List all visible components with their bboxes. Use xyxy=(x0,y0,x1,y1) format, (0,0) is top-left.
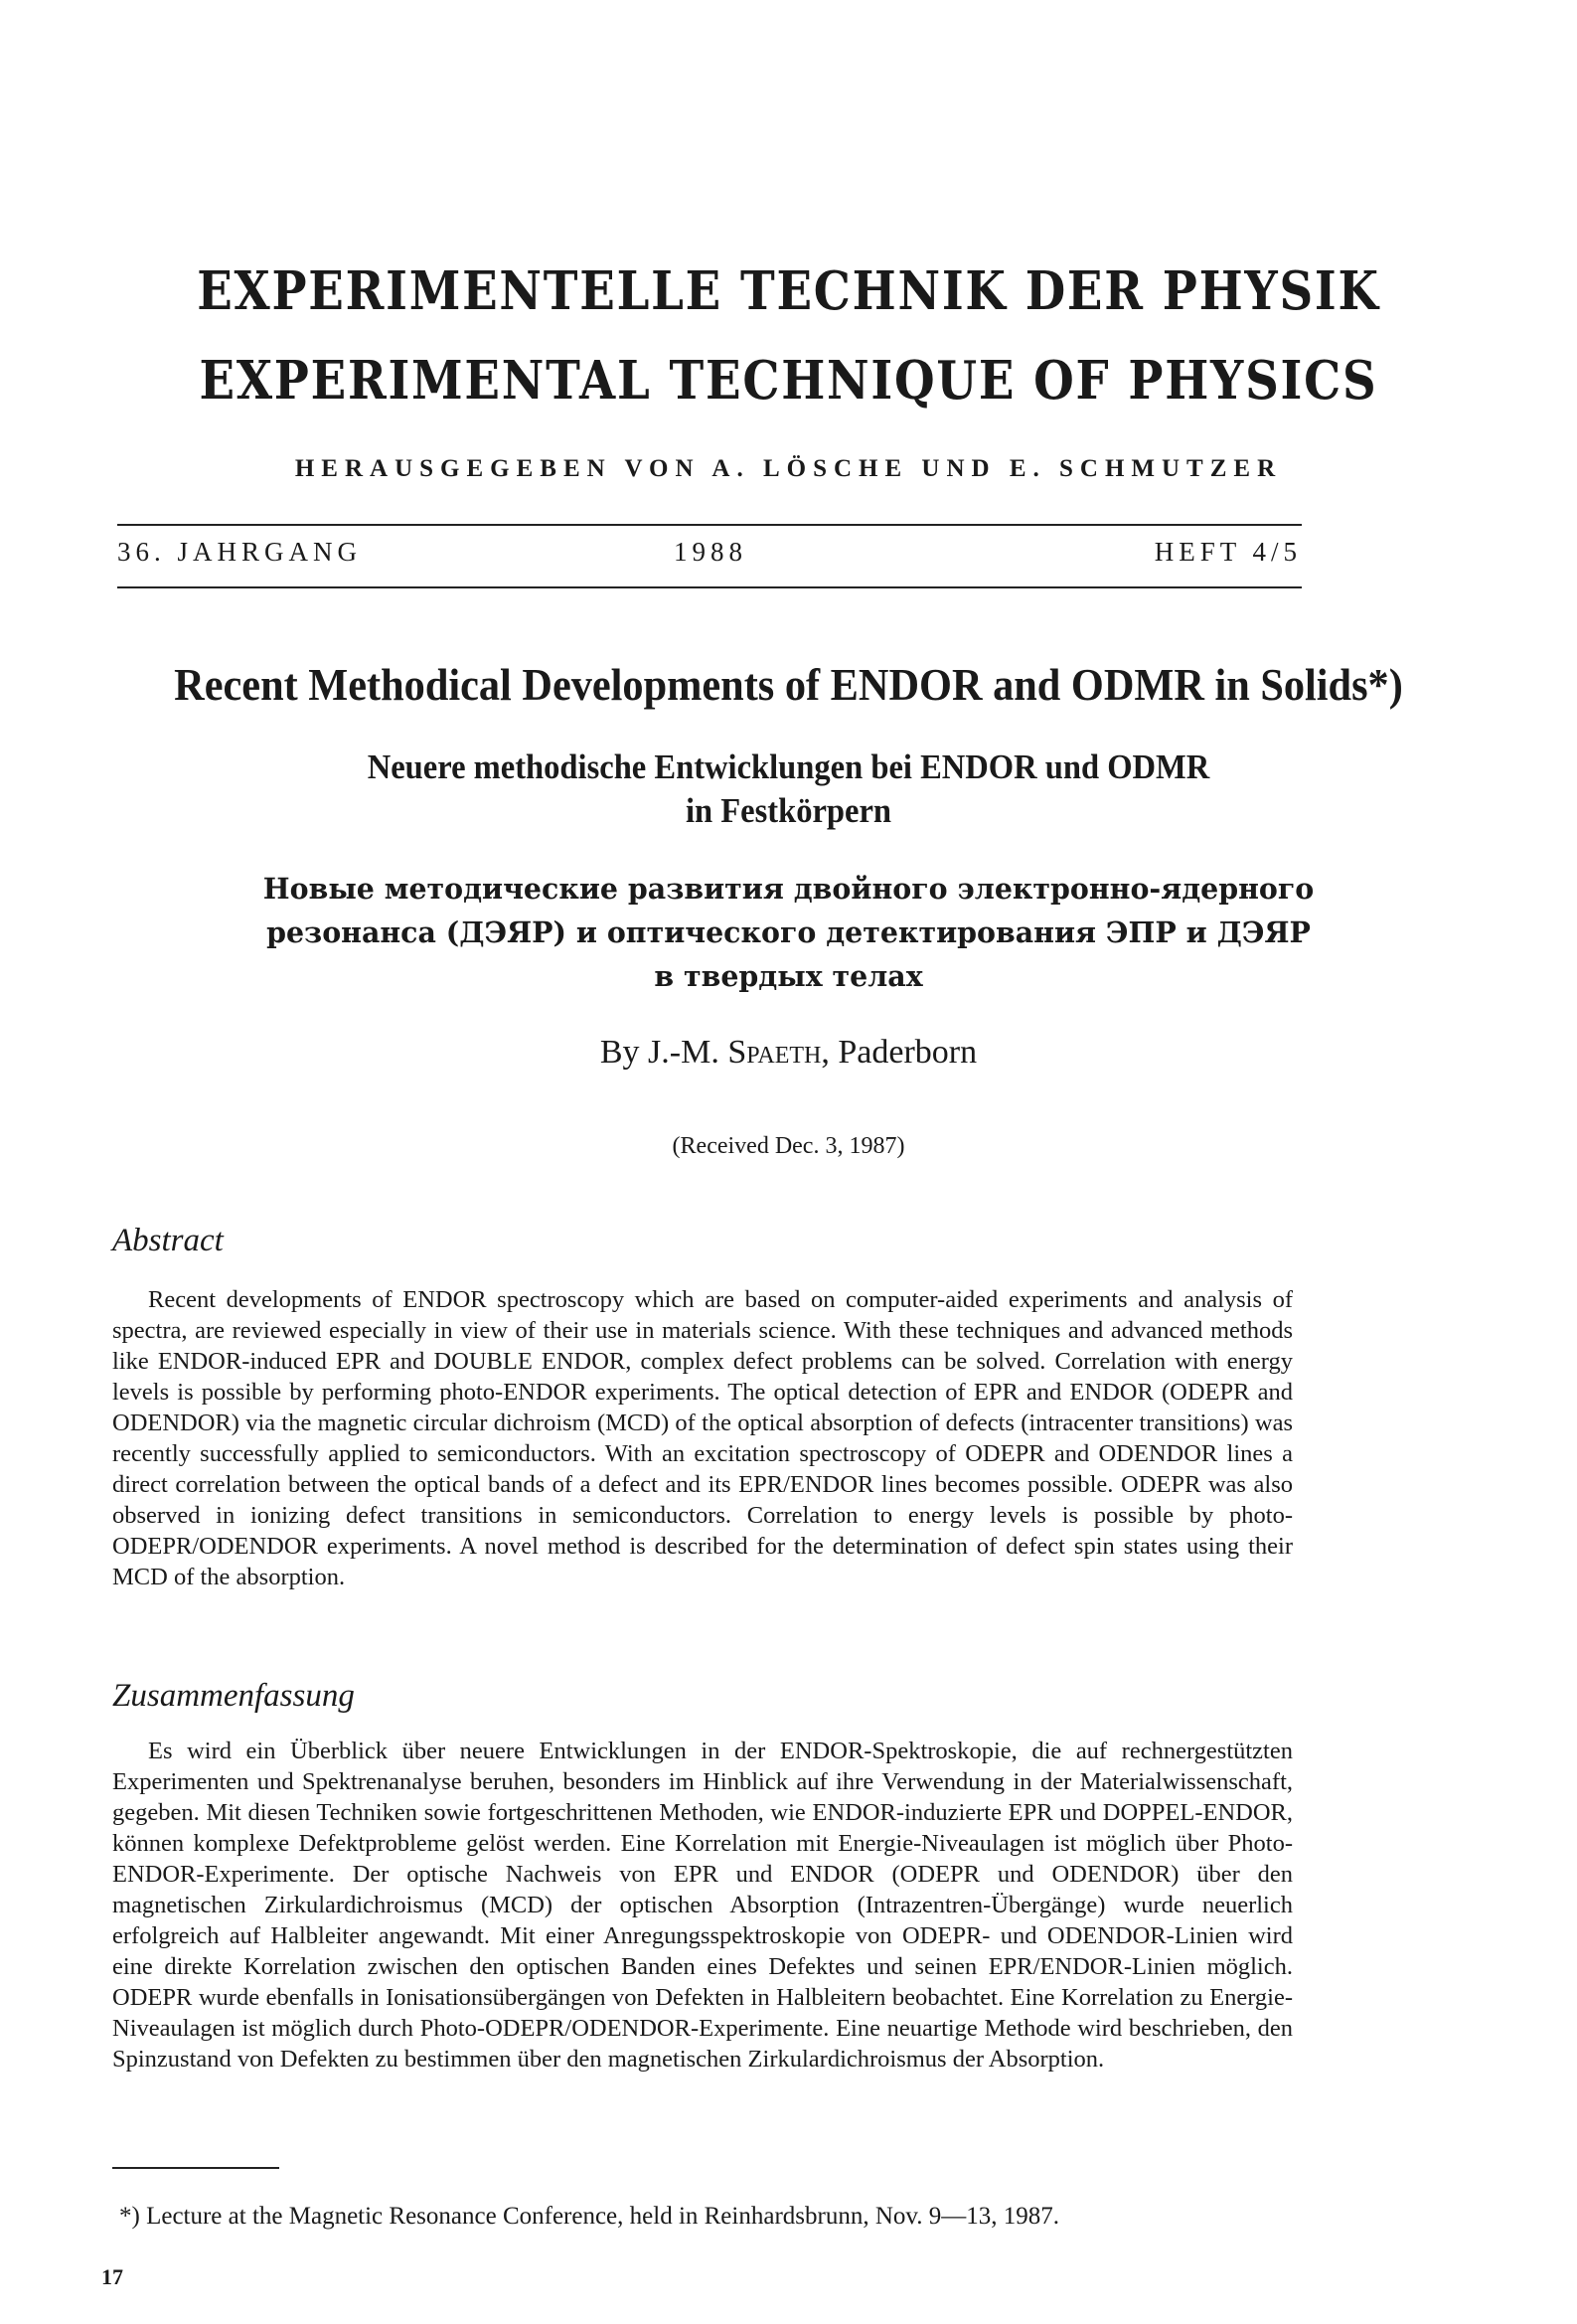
footnote-separator xyxy=(112,2167,279,2169)
footnote: *) Lecture at the Magnetic Resonance Conference, held in Reinhardsbrunn, Nov. 9—13, 1987. xyxy=(119,2203,1060,2230)
editors-line: HERAUSGEGEBEN VON A. LÖSCHE UND E. SCHMUTZER xyxy=(294,455,1283,482)
journal-title-english: EXPERIMENTAL TECHNIQUE OF PHYSICS xyxy=(199,350,1378,412)
zusammenfassung-text: Es wird ein Überblick über neuere Entwicklungen in der ENDOR-Spektroskopie, die auf rechnergestützten Experimenten und Spektrenanalyse beruhen, besonders im Hinblick auf ihre Verwendung in der Materialwissenschaft, gegeben. Mit diesen Techniken sowie fortgeschrittenen Methoden, wie ENDOR-induzierte EPR und DOPPEL-ENDOR, können komplexe Defektprobleme gelöst werden. Eine Korrelation mit Energie-Niveaulagen ist möglich über Photo-ENDOR-Experimente. Der optische Nachweis von EPR und ENDOR (ODEPR und ODENDOR) über den magnetischen Zirkulardichroismus (MCD) der optischen Absorption (Intrazentren-Übergänge) wurde neuerlich erfolgreich auf Halbleiter angewandt. Mit einer Anregungsspektroskopie von ODEPR- und ODENDOR-Linien wird eine direkte Korrelation zwischen den optischen Banden eines Defektes und seinen EPR/ENDOR-Linien möglich. ODEPR wurde ebenfalls in Ionisationsübergängen von Defekten in Halbleitern beobachtet. Eine Korrelation zu Energie-Niveaulagen ist möglich durch Photo-ODEPR/ODENDOR-Experimente. Eine neuartige Methode wird beschrieben, den Spinzustand von Defekten zu bestimmen über den magnetischen Zirkulardichroismus der Absorption. xyxy=(112,1738,1293,2073)
zusammenfassung-heading: Zusammenfassung xyxy=(112,1678,355,1714)
author-prefix: By J.-M. xyxy=(599,1034,719,1071)
year-label: 1988 xyxy=(674,537,747,567)
volume-label: 36. JAHRGANG xyxy=(117,537,363,567)
issue-label: HEFT 4/5 xyxy=(1154,537,1302,567)
page-number: 17 xyxy=(101,2264,123,2289)
abstract-text: Recent developments of ENDOR spectroscopy which are based on computer-aided experiments and analysis of spectra, are reviewed especially in view of their use in materials science. With these techniques and advanced methods like ENDOR-induced EPR and DOUBLE ENDOR, complex defect problems can be solved. Correlation with energy levels is possible by performing photo-ENDOR experiments. The optical detection of EPR and ENDOR (ODEPR and ODENDOR) via the magnetic circular dichroism (MCD) of the optical absorption of defects (intracenter transitions) was recently successfully applied to semiconductors. With an excitation spectroscopy of ODEPR and ODENDOR lines a direct correlation between the optical bands of a defect and its EPR/ENDOR lines becomes possible. ODEPR was also observed in ionizing defect transitions in semiconductors. Correlation to energy levels is possible by photo-ODEPR/ODENDOR experiments. A novel method is described for the determination of defect spin states using their MCD of the absorption. xyxy=(112,1286,1293,1590)
header-rule-bottom xyxy=(117,586,1302,588)
abstract-heading: Abstract xyxy=(112,1223,224,1258)
received-date: (Received Dec. 3, 1987) xyxy=(672,1133,905,1159)
journal-title-german: EXPERIMENTELLE TECHNIK DER PHYSIK xyxy=(197,260,1380,322)
author-place: , Paderborn xyxy=(821,1034,978,1071)
article-title-russian-line3: в твердых телах xyxy=(654,959,923,993)
article-title-german-line1: Neuere methodische Entwicklungen bei ENDOR und ODMR xyxy=(367,747,1210,786)
article-title: Recent Methodical Developments of ENDOR and ODMR in Solids*) xyxy=(174,659,1403,710)
issue-info-row xyxy=(117,537,1302,573)
article-title-russian-line2: резонанса (ДЭЯР) и оптического детектирования ЭПР и ДЭЯР xyxy=(266,915,1311,949)
author-line xyxy=(0,1034,1577,1072)
article-title-german-line2: in Festkörpern xyxy=(685,791,892,830)
author-name: Spaeth xyxy=(727,1034,822,1071)
article-title-russian-line1: Новые методические развития двойного электронно-ядерного xyxy=(262,872,1315,906)
header-rule-top xyxy=(117,524,1302,526)
